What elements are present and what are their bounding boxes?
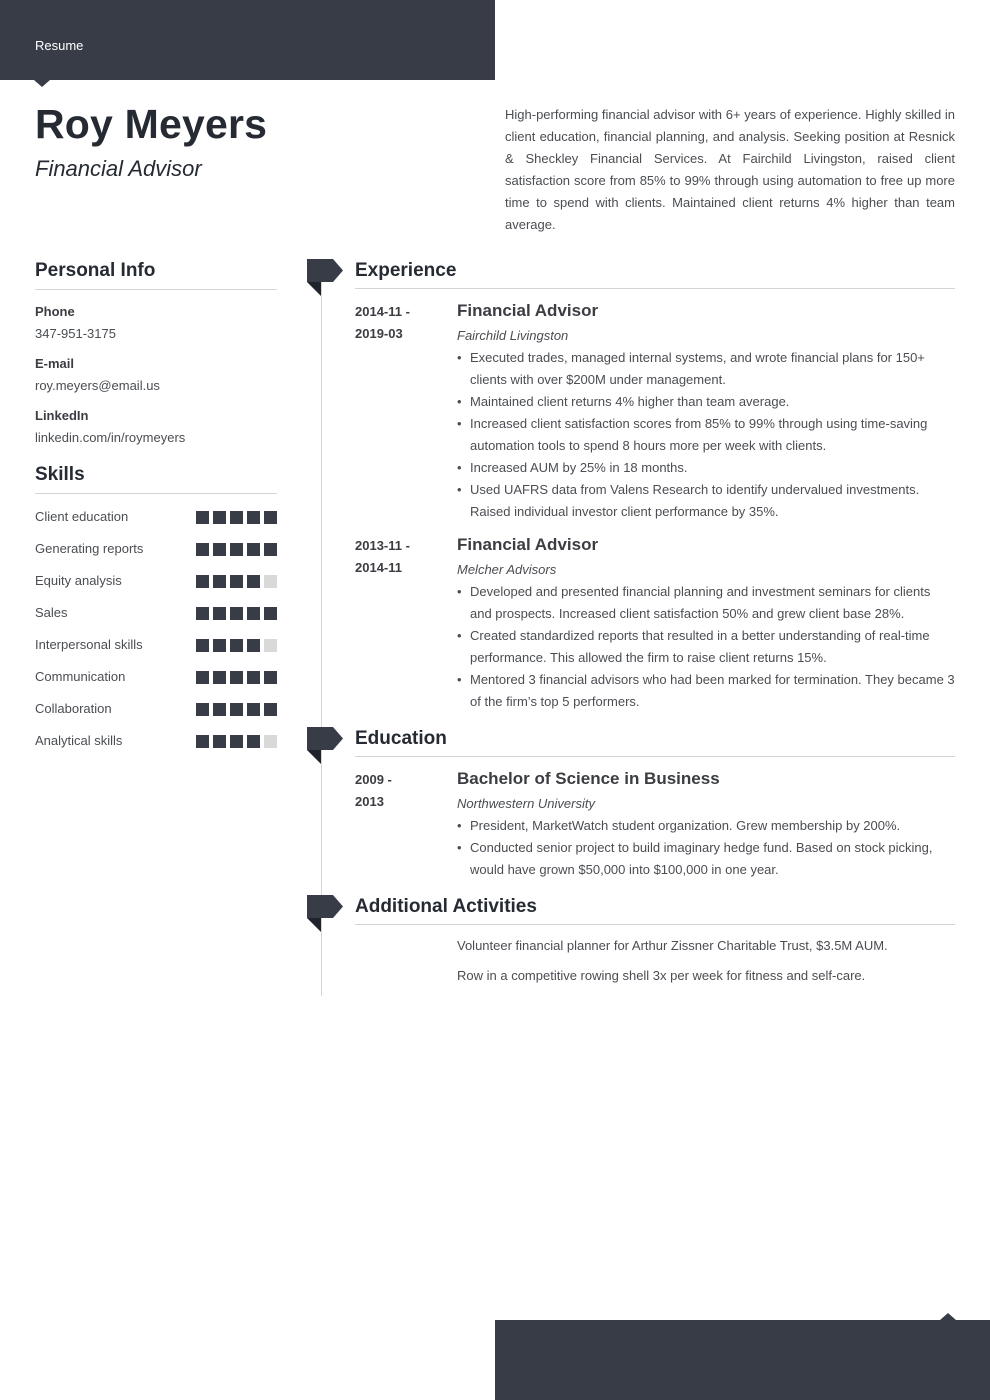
filled-square-icon [196, 639, 209, 652]
date-end: 2014-11 [355, 560, 402, 575]
filled-square-icon [213, 511, 226, 524]
filled-square-icon [213, 575, 226, 588]
date-end: 2019-03 [355, 326, 403, 341]
document-label: Resume [35, 38, 84, 53]
entry-dates [355, 767, 457, 881]
info-item-email [35, 354, 277, 396]
filled-square-icon [247, 607, 260, 620]
filled-square-icon [247, 511, 260, 524]
filled-square-icon [264, 703, 277, 716]
skill-name: Sales [35, 605, 68, 620]
timeline-line [321, 282, 322, 996]
bullet-item: • Increased AUM by 25% in 18 months. [457, 457, 955, 479]
bullet-item: • Developed and presented financial planning and investment seminars for clients and prospects. Increased client satisfaction 50% and grew client base 28%. [457, 581, 955, 625]
entry-organization: Fairchild Livingston [457, 328, 569, 343]
personal-info-list [35, 302, 277, 448]
candidate-name: Roy Meyers [35, 101, 268, 147]
filled-square-icon [213, 607, 226, 620]
skill-level-meter [196, 703, 277, 716]
info-item-phone [35, 302, 277, 344]
email-value: roy.meyers@email.us [35, 378, 160, 393]
bullet-item: • Created standardized reports that resulted in a better understanding of real-time performance. This allowed the firm to raise client returns 15%. [457, 625, 955, 669]
activities-section [355, 895, 955, 987]
filled-square-icon [230, 703, 243, 716]
filled-square-icon [196, 671, 209, 684]
section-flag-icon [307, 727, 343, 764]
entry-organization: Northwestern University [457, 796, 595, 811]
skill-name: Communication [35, 669, 126, 684]
entry-body [457, 767, 955, 881]
filled-square-icon [247, 735, 260, 748]
skill-name: Analytical skills [35, 733, 123, 748]
filled-square-icon [213, 671, 226, 684]
linkedin-value: linkedin.com/in/roymeyers [35, 430, 186, 445]
skill-level-meter [196, 511, 277, 524]
skill-level-meter [196, 543, 277, 556]
bullet-item: • Maintained client returns 4% higher than team average. [457, 391, 955, 413]
skill-row [35, 730, 277, 762]
entry-title: Financial Advisor [457, 535, 599, 554]
date-start: 2013-11 - [355, 538, 410, 553]
entry-dates [355, 533, 457, 713]
date-start: 2014-11 - [355, 304, 410, 319]
skill-row [35, 506, 277, 538]
entry-dates [355, 299, 457, 523]
empty-square-icon [264, 575, 277, 588]
filled-square-icon [264, 671, 277, 684]
filled-square-icon [230, 543, 243, 556]
section-flag-icon [307, 259, 343, 296]
filled-square-icon [196, 735, 209, 748]
skill-row [35, 538, 277, 570]
candidate-title: Financial Advisor [35, 156, 202, 181]
skill-row [35, 634, 277, 666]
bullet-item: • Increased client satisfaction scores from 85% to 99% through using time-saving automation tools to spend 8 hours more per week with clients. [457, 413, 955, 457]
filled-square-icon [230, 575, 243, 588]
filled-square-icon [264, 543, 277, 556]
skill-row [35, 666, 277, 698]
filled-square-icon [213, 703, 226, 716]
filled-square-icon [196, 575, 209, 588]
personal-info-heading: Personal Info [35, 259, 277, 290]
filled-square-icon [247, 703, 260, 716]
filled-square-icon [196, 511, 209, 524]
skill-level-meter [196, 735, 277, 748]
experience-heading: Experience [355, 259, 955, 289]
info-label: Phone [35, 304, 75, 319]
filled-square-icon [247, 575, 260, 588]
empty-square-icon [264, 735, 277, 748]
filled-square-icon [196, 543, 209, 556]
activities-heading: Additional Activities [355, 895, 955, 925]
header-band [0, 0, 495, 80]
filled-square-icon [230, 607, 243, 620]
bullet-list [457, 581, 955, 713]
bullet-item: • Executed trades, managed internal systems, and wrote financial plans for 150+ clients with over $200M under management. [457, 347, 955, 391]
info-item-linkedin [35, 406, 277, 448]
skill-level-meter [196, 639, 277, 652]
filled-square-icon [196, 607, 209, 620]
education-section [355, 727, 955, 881]
experience-entry [355, 299, 955, 523]
skill-level-meter [196, 671, 277, 684]
filled-square-icon [247, 639, 260, 652]
filled-square-icon [247, 543, 260, 556]
skill-name: Client education [35, 509, 129, 524]
education-entries [355, 767, 955, 881]
education-entry [355, 767, 955, 881]
education-heading: Education [355, 727, 955, 757]
filled-square-icon [264, 607, 277, 620]
date-end: 2013 [355, 794, 384, 809]
experience-section [355, 259, 955, 713]
filled-square-icon [230, 671, 243, 684]
left-column [35, 259, 277, 762]
activity-item: Row in a competitive rowing shell 3x per week for fitness and self-care. [457, 968, 866, 983]
phone-value: 347-951-3175 [35, 326, 116, 341]
info-label: LinkedIn [35, 408, 89, 423]
filled-square-icon [213, 639, 226, 652]
skill-level-meter [196, 607, 277, 620]
filled-square-icon [230, 639, 243, 652]
footer-band [495, 1320, 990, 1400]
bullet-item: • Mentored 3 financial advisors who had been marked for termination. They became 3 of the firm’s top 5 performers. [457, 669, 955, 713]
entry-body [457, 299, 955, 523]
skill-row [35, 570, 277, 602]
footer-notch-icon [940, 1313, 956, 1320]
section-flag-icon [307, 895, 343, 932]
header-notch-icon [34, 80, 50, 87]
skill-name: Collaboration [35, 701, 112, 716]
entry-title: Bachelor of Science in Business [457, 769, 720, 788]
filled-square-icon [230, 511, 243, 524]
skill-level-meter [196, 575, 277, 588]
experience-entries [355, 299, 955, 713]
entry-title: Financial Advisor [457, 301, 599, 320]
bullet-list [457, 815, 955, 881]
entry-organization: Melcher Advisors [457, 562, 557, 577]
experience-entry [355, 533, 955, 713]
profile-summary: High-performing financial advisor with 6+ years of experience. Highly skilled in client education, financial planning, and analysis. Seeking position at Resnick & Sheckley Financial Services. At Fairchild Livingston, raised client satisfaction score from 85% to 99% through using automation to free up more time to spend with clients. Maintained client returns 4% higher than team average. [505, 107, 955, 232]
bullet-item: • President, MarketWatch student organization. Grew membership by 200%. [457, 815, 955, 837]
skill-name: Interpersonal skills [35, 637, 143, 652]
info-label: E-mail [35, 356, 75, 371]
empty-square-icon [264, 639, 277, 652]
filled-square-icon [213, 735, 226, 748]
skill-row [35, 602, 277, 634]
skill-name: Generating reports [35, 541, 144, 556]
activity-item: Volunteer financial planner for Arthur Zissner Charitable Trust, $3.5M AUM. [457, 938, 888, 953]
bullet-item: • Used UAFRS data from Valens Research to identify undervalued investments. Raised individual investor client performance by 35%. [457, 479, 955, 523]
skill-row [35, 698, 277, 730]
filled-square-icon [247, 671, 260, 684]
skills-heading: Skills [35, 463, 277, 494]
skills-list [35, 506, 277, 762]
bullet-list [457, 347, 955, 523]
filled-square-icon [213, 543, 226, 556]
bullet-item: • Conducted senior project to build imaginary hedge fund. Based on stock picking, would have grown $50,000 into $100,000 in one year. [457, 837, 955, 881]
skill-name: Equity analysis [35, 573, 122, 588]
filled-square-icon [196, 703, 209, 716]
date-start: 2009 - [355, 772, 392, 787]
filled-square-icon [230, 735, 243, 748]
filled-square-icon [264, 511, 277, 524]
entry-body [457, 533, 955, 713]
activities-list [355, 935, 955, 987]
